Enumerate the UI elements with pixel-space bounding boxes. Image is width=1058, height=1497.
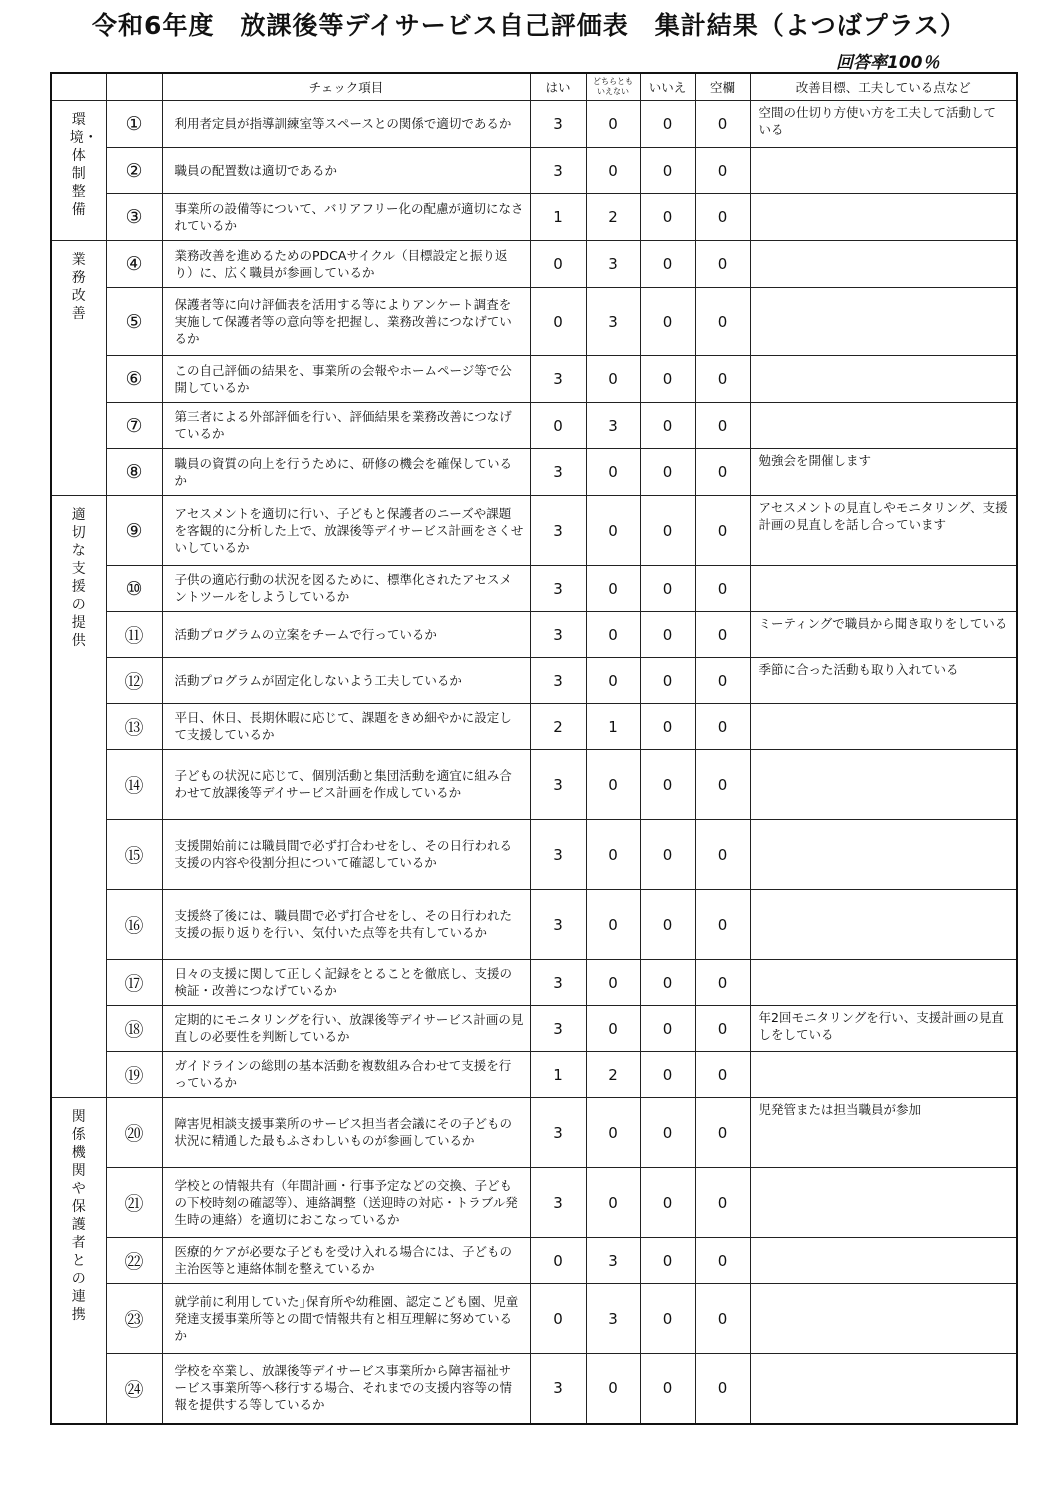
answer-yes: 3 <box>530 566 586 612</box>
item-number: ① <box>106 101 162 148</box>
improvement-note <box>750 1238 1017 1284</box>
table-row <box>51 890 1017 960</box>
answer-neither: 0 <box>586 612 640 658</box>
answer-blank: 0 <box>695 658 750 704</box>
answer-no: 0 <box>640 1354 695 1424</box>
answer-blank: 0 <box>695 356 750 403</box>
item-number: ⑯ <box>106 890 162 960</box>
answer-no: 0 <box>640 612 695 658</box>
item-number: ⑱ <box>106 1006 162 1052</box>
header-neither-label: どちらとも いえない <box>593 77 633 96</box>
answer-neither: 0 <box>586 1098 640 1168</box>
answer-blank: 0 <box>695 101 750 148</box>
item-number: ㉔ <box>106 1354 162 1424</box>
answer-blank: 0 <box>695 820 750 890</box>
answer-neither: 1 <box>586 704 640 750</box>
answer-blank: 0 <box>695 449 750 496</box>
answer-no: 0 <box>640 449 695 496</box>
check-item: 定期的にモニタリングを行い、放課後等デイサービス計画の見直しの必要性を判断しているか <box>162 1006 530 1052</box>
answer-yes: 1 <box>530 194 586 241</box>
answer-blank: 0 <box>695 194 750 241</box>
improvement-note: アセスメントの見直しやモニタリング、支援計画の見直しを話し合っています <box>750 496 1017 566</box>
table-row <box>51 1006 1017 1052</box>
category-label: 関係機関や保護者との連携 <box>71 1109 86 1323</box>
improvement-note: 空間の仕切り方使い方を工夫して活動している <box>750 101 1017 148</box>
answer-no: 0 <box>640 241 695 288</box>
answer-yes: 0 <box>530 1284 586 1354</box>
improvement-note: 季節に合った活動も取り入れている <box>750 658 1017 704</box>
item-number: ② <box>106 148 162 194</box>
answer-yes: 3 <box>530 960 586 1006</box>
evaluation-table <box>50 72 1018 1425</box>
improvement-note <box>750 356 1017 403</box>
improvement-note: ミーティングで職員から聞き取りをしている <box>750 612 1017 658</box>
table-row <box>51 101 1017 148</box>
item-number: ㉓ <box>106 1284 162 1354</box>
answer-blank: 0 <box>695 1006 750 1052</box>
answer-neither: 0 <box>586 1354 640 1424</box>
table-row <box>51 356 1017 403</box>
check-item: 第三者による外部評価を行い、評価結果を業務改善につなげているか <box>162 403 530 449</box>
answer-neither: 0 <box>586 101 640 148</box>
improvement-note <box>750 1052 1017 1098</box>
answer-blank: 0 <box>695 496 750 566</box>
answer-neither: 0 <box>586 1006 640 1052</box>
improvement-note <box>750 288 1017 356</box>
answer-no: 0 <box>640 820 695 890</box>
table-row <box>51 820 1017 890</box>
item-number: ④ <box>106 241 162 288</box>
answer-blank: 0 <box>695 566 750 612</box>
check-item: 職員の配置数は適切であるか <box>162 148 530 194</box>
check-item: ガイドラインの総則の基本活動を複数組み合わせて支援を行っているか <box>162 1052 530 1098</box>
item-number: ㉑ <box>106 1168 162 1238</box>
category-cell <box>51 241 106 496</box>
improvement-note <box>750 820 1017 890</box>
answer-blank: 0 <box>695 704 750 750</box>
item-number: ⑩ <box>106 566 162 612</box>
check-item: 日々の支援に関して正しく記録をとることを徹底し、支援の検証・改善につなげているか <box>162 960 530 1006</box>
improvement-note <box>750 890 1017 960</box>
table-row <box>51 403 1017 449</box>
answer-yes: 3 <box>530 1098 586 1168</box>
answer-no: 0 <box>640 1098 695 1168</box>
answer-neither: 3 <box>586 1238 640 1284</box>
answer-neither: 0 <box>586 566 640 612</box>
answer-neither: 0 <box>586 449 640 496</box>
check-item: 学校との情報共有（年間計画・行事予定などの交換、子どもの下校時刻の確認等）、連絡調整（送迎時の対応・トラブル発生時の連絡）を適切におこなっているか <box>162 1168 530 1238</box>
check-item: 子供の適応行動の状況を図るために、標準化されたアセスメントツールをしようしているか <box>162 566 530 612</box>
improvement-note <box>750 1284 1017 1354</box>
answer-no: 0 <box>640 356 695 403</box>
answer-no: 0 <box>640 658 695 704</box>
page-title: 令和6年度 放課後等デイサービス自己評価表 集計結果（よつばプラス） <box>92 11 966 40</box>
answer-yes: 3 <box>530 101 586 148</box>
check-item: 障害児相談支援事業所のサービス担当者会議にその子どもの状況に精通した最もふさわしいものが参画しているか <box>162 1098 530 1168</box>
answer-no: 0 <box>640 194 695 241</box>
answer-neither: 0 <box>586 658 640 704</box>
answer-yes: 0 <box>530 403 586 449</box>
header-item: チェック項目 <box>162 73 530 101</box>
answer-blank: 0 <box>695 1354 750 1424</box>
answer-yes: 0 <box>530 1238 586 1284</box>
answer-no: 0 <box>640 1284 695 1354</box>
header-yes: はい <box>530 73 586 101</box>
table-row <box>51 960 1017 1006</box>
answer-blank: 0 <box>695 1168 750 1238</box>
item-number: ⑭ <box>106 750 162 820</box>
table-row <box>51 288 1017 356</box>
answer-no: 0 <box>640 496 695 566</box>
answer-blank: 0 <box>695 890 750 960</box>
table-row <box>51 566 1017 612</box>
table-row <box>51 148 1017 194</box>
answer-yes: 0 <box>530 241 586 288</box>
item-number: ⑲ <box>106 1052 162 1098</box>
answer-neither: 0 <box>586 750 640 820</box>
answer-yes: 3 <box>530 449 586 496</box>
improvement-note <box>750 403 1017 449</box>
table-row <box>51 241 1017 288</box>
item-number: ⑫ <box>106 658 162 704</box>
answer-neither: 2 <box>586 1052 640 1098</box>
table-row <box>51 1052 1017 1098</box>
answer-yes: 3 <box>530 148 586 194</box>
table-row <box>51 449 1017 496</box>
item-number: ⑪ <box>106 612 162 658</box>
answer-no: 0 <box>640 1238 695 1284</box>
header-number <box>106 73 162 101</box>
check-item: アセスメントを適切に行い、子どもと保護者のニーズや課題を客観的に分析した上で、放課後等デイサービス計画をさくせいしているか <box>162 496 530 566</box>
answer-blank: 0 <box>695 1052 750 1098</box>
answer-no: 0 <box>640 1006 695 1052</box>
answer-no: 0 <box>640 704 695 750</box>
item-number: ㉒ <box>106 1238 162 1284</box>
table-row <box>51 1354 1017 1424</box>
table-row <box>51 658 1017 704</box>
answer-blank: 0 <box>695 1238 750 1284</box>
answer-neither: 3 <box>586 288 640 356</box>
answer-blank: 0 <box>695 612 750 658</box>
answer-no: 0 <box>640 750 695 820</box>
answer-blank: 0 <box>695 403 750 449</box>
answer-blank: 0 <box>695 1098 750 1168</box>
check-item: 就学前に利用していた｣保育所や幼稚園、認定こども園、児童発達支援事業所等との間で情報共有と相互理解に努めているか <box>162 1284 530 1354</box>
check-item: 職員の資質の向上を行うために、研修の機会を確保しているか <box>162 449 530 496</box>
check-item: 保護者等に向け評価表を活用する等によりアンケート調査を実施して保護者等の意向等を把握し、業務改善につなげているか <box>162 288 530 356</box>
check-item: 活動プログラムが固定化しないよう工夫しているか <box>162 658 530 704</box>
improvement-note <box>750 566 1017 612</box>
category-label: 業務改善 <box>71 252 86 322</box>
improvement-note <box>750 1354 1017 1424</box>
response-rate: 回答率100％ <box>836 53 940 73</box>
check-item: 子どもの状況に応じて、個別活動と集団活動を適宜に組み合わせて放課後等デイサービス計画を作成しているか <box>162 750 530 820</box>
item-number: ③ <box>106 194 162 241</box>
answer-no: 0 <box>640 101 695 148</box>
check-item: 利用者定員が指導訓練室等スペースとの関係で適切であるか <box>162 101 530 148</box>
answer-no: 0 <box>640 1168 695 1238</box>
item-number: ⑰ <box>106 960 162 1006</box>
answer-yes: 3 <box>530 1168 586 1238</box>
answer-neither: 0 <box>586 820 640 890</box>
answer-neither: 0 <box>586 1168 640 1238</box>
item-number: ⑮ <box>106 820 162 890</box>
answer-yes: 2 <box>530 704 586 750</box>
answer-yes: 3 <box>530 1354 586 1424</box>
answer-yes: 1 <box>530 1052 586 1098</box>
answer-neither: 0 <box>586 148 640 194</box>
answer-yes: 3 <box>530 658 586 704</box>
answer-blank: 0 <box>695 960 750 1006</box>
table-row <box>51 1168 1017 1238</box>
table-row <box>51 194 1017 241</box>
answer-blank: 0 <box>695 241 750 288</box>
answer-no: 0 <box>640 288 695 356</box>
check-item: この自己評価の結果を、事業所の会報やホームページ等で公開しているか <box>162 356 530 403</box>
improvement-note: 勉強会を開催します <box>750 449 1017 496</box>
improvement-note: 児発管または担当職員が参加 <box>750 1098 1017 1168</box>
header-row <box>51 73 1017 101</box>
answer-neither: 0 <box>586 960 640 1006</box>
answer-no: 0 <box>640 890 695 960</box>
answer-yes: 0 <box>530 288 586 356</box>
answer-neither: 0 <box>586 496 640 566</box>
item-number: ⑧ <box>106 449 162 496</box>
header-notes: 改善目標、工夫している点など <box>750 73 1017 101</box>
check-item: 学校を卒業し、放課後等デイサービス事業所から障害福祉サービス事業所等へ移行する場合、それまでの支援内容等の情報を提供する等しているか <box>162 1354 530 1424</box>
improvement-note <box>750 960 1017 1006</box>
answer-blank: 0 <box>695 1284 750 1354</box>
improvement-note <box>750 194 1017 241</box>
table-row <box>51 612 1017 658</box>
answer-no: 0 <box>640 566 695 612</box>
header-blank: 空欄 <box>695 73 750 101</box>
header-no: いいえ <box>640 73 695 101</box>
answer-yes: 3 <box>530 496 586 566</box>
category-cell <box>51 496 106 1098</box>
check-item: 事業所の設備等について、バリアフリー化の配慮が適切になされているか <box>162 194 530 241</box>
category-cell <box>51 101 106 241</box>
table-row <box>51 496 1017 566</box>
item-number: ⑥ <box>106 356 162 403</box>
improvement-note <box>750 241 1017 288</box>
category-cell <box>51 1098 106 1424</box>
answer-yes: 3 <box>530 890 586 960</box>
check-item: 支援開始前には職員間で必ず打合わせをし、その日行われる支援の内容や役割分担について確認しているか <box>162 820 530 890</box>
header-neither <box>586 73 640 101</box>
category-label: 適切な支援の提供 <box>71 507 86 649</box>
table-row <box>51 1098 1017 1168</box>
improvement-note: 年2回モニタリングを行い、支援計画の見直しをしている <box>750 1006 1017 1052</box>
answer-no: 0 <box>640 148 695 194</box>
answer-neither: 2 <box>586 194 640 241</box>
item-number: ⑬ <box>106 704 162 750</box>
table-row <box>51 1238 1017 1284</box>
item-number: ⑳ <box>106 1098 162 1168</box>
improvement-note <box>750 704 1017 750</box>
improvement-note <box>750 1168 1017 1238</box>
item-number: ⑨ <box>106 496 162 566</box>
answer-neither: 0 <box>586 356 640 403</box>
check-item: 医療的ケアが必要な子どもを受け入れる場合には、子どもの主治医等と連絡体制を整えているか <box>162 1238 530 1284</box>
table-row <box>51 750 1017 820</box>
answer-blank: 0 <box>695 148 750 194</box>
table-row <box>51 704 1017 750</box>
check-item: 活動プログラムの立案をチームで行っているか <box>162 612 530 658</box>
check-item: 支援終了後には、職員間で必ず打合せをし、その日行われた支援の振り返りを行い、気付いた点等を共有しているか <box>162 890 530 960</box>
answer-neither: 3 <box>586 1284 640 1354</box>
table-body <box>51 101 1017 1424</box>
answer-blank: 0 <box>695 750 750 820</box>
answer-yes: 3 <box>530 1006 586 1052</box>
item-number: ⑤ <box>106 288 162 356</box>
answer-yes: 3 <box>530 612 586 658</box>
answer-no: 0 <box>640 960 695 1006</box>
answer-neither: 0 <box>586 890 640 960</box>
check-item: 業務改善を進めるためのPDCAサイクル（目標設定と振り返り）に、広く職員が参画しているか <box>162 241 530 288</box>
check-item: 平日、休日、長期休暇に応じて、課題をきめ細やかに設定して支援しているか <box>162 704 530 750</box>
answer-no: 0 <box>640 1052 695 1098</box>
answer-yes: 3 <box>530 820 586 890</box>
improvement-note <box>750 750 1017 820</box>
table-row <box>51 1284 1017 1354</box>
answer-yes: 3 <box>530 750 586 820</box>
answer-blank: 0 <box>695 288 750 356</box>
header-category <box>51 73 106 101</box>
answer-yes: 3 <box>530 356 586 403</box>
answer-no: 0 <box>640 403 695 449</box>
answer-neither: 3 <box>586 403 640 449</box>
item-number: ⑦ <box>106 403 162 449</box>
improvement-note <box>750 148 1017 194</box>
answer-neither: 3 <box>586 241 640 288</box>
category-label: 環境・体制整備 <box>69 112 98 218</box>
